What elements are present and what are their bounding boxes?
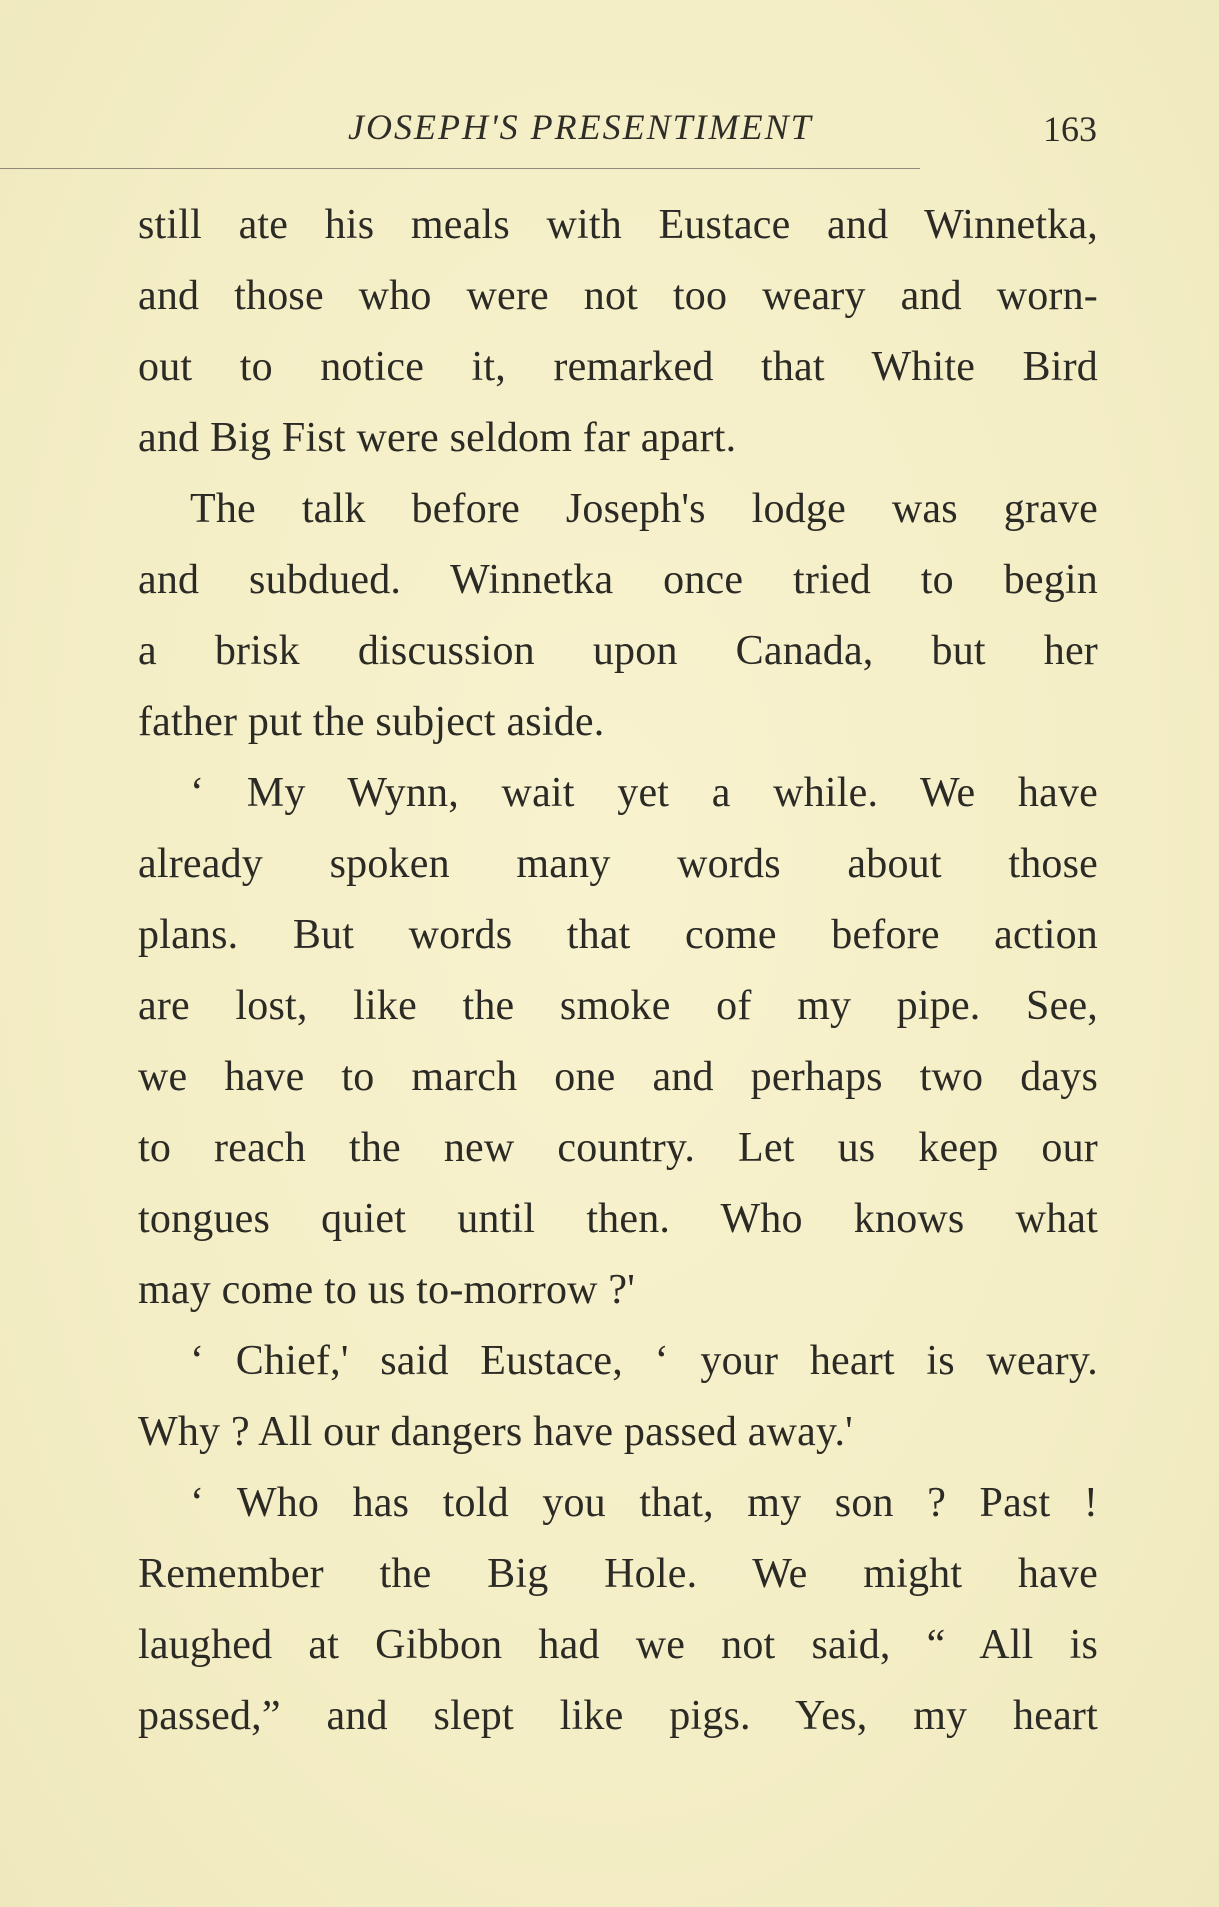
text-line: out to notice it, remarked that White Bird: [138, 344, 1098, 390]
running-title: JOSEPH'S PRESENTIMENT: [348, 107, 813, 147]
text-line: plans. But words that come before action: [138, 912, 1098, 958]
text-line: ‘ Who has told you that, my son ? Past !: [190, 1480, 1098, 1526]
text-line: Why ? All our dangers have passed away.': [138, 1409, 853, 1455]
body-text: [138, 190, 1098, 1752]
text-line: are lost, like the smoke of my pipe. See,: [138, 983, 1098, 1029]
text-line: The talk before Joseph's lodge was grave: [190, 486, 1098, 532]
text-line: may come to us to-morrow ?': [138, 1267, 636, 1313]
text-line: tongues quiet until then. Who knows what: [138, 1196, 1098, 1242]
page-header: [138, 100, 1105, 160]
text-line: a brisk discussion upon Canada, but her: [138, 628, 1098, 674]
header-rule: [0, 168, 920, 169]
text-line: laughed at Gibbon had we not said, “ All is: [138, 1622, 1098, 1668]
text-line: to reach the new country. Let us keep our: [138, 1125, 1098, 1171]
text-line: Remember the Big Hole. We might have: [138, 1551, 1098, 1597]
text-line: passed,” and slept like pigs. Yes, my heart: [138, 1693, 1098, 1739]
text-line: ‘ My Wynn, wait yet a while. We have: [190, 770, 1098, 816]
text-line: ‘ Chief,' said Eustace, ‘ your heart is weary.: [190, 1338, 1098, 1384]
text-line: and subdued. Winnetka once tried to begin: [138, 557, 1098, 603]
text-line: and Big Fist were seldom far apart.: [138, 415, 737, 461]
text-line: and those who were not too weary and worn-: [138, 273, 1098, 319]
page-number: 163: [1043, 109, 1097, 149]
text-line: father put the subject aside.: [138, 699, 605, 745]
text-line: already spoken many words about those: [138, 841, 1098, 887]
text-line: still ate his meals with Eustace and Winnetka,: [138, 202, 1098, 248]
text-line: we have to march one and perhaps two days: [138, 1054, 1098, 1100]
